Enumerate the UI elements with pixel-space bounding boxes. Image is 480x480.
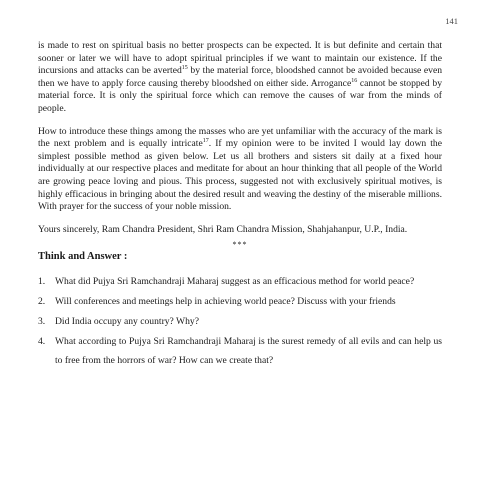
paragraph-2-text-b: . If my opinion were to be invited I would lay down the simplest possible method as given below. Let us all brothers and sisters sit daily at a fixed hour individually at our respective places and meditate for about an hour thinking that all people of the World are growing peace loving and pious. This process, suggested not with exclusively spiritual motives, is highly efficacious in bringing about the desired result and weaving the destiny of the miserable millions. With prayer for the success of your noble mission. bbox=[38, 138, 442, 213]
question-text: What according to Pujya Sri Ramchandraji Maharaj is the surest remedy of all evils and can help us to free from the horrors of war? How can we create that? bbox=[55, 336, 442, 367]
list-item bbox=[38, 332, 442, 370]
paragraph-1-text-c: cannot be stopped by material force. It is only the spiritual force which can remove the causes of war from the minds of people. bbox=[38, 77, 442, 114]
page-number: 141 bbox=[445, 16, 458, 26]
signature-text: Yours sincerely, Ram Chandra President, Shri Ram Chandra Mission, Shahjahanpur, U.P., India. bbox=[38, 223, 408, 235]
signature-paragraph bbox=[38, 224, 442, 237]
question-text: Did India occupy any country? Why? bbox=[55, 316, 199, 328]
list-item bbox=[38, 272, 442, 291]
questions-list bbox=[38, 272, 442, 370]
section-heading: Think and Answer : bbox=[38, 251, 128, 263]
paragraph-2-text-a: How to introduce these things among the masses who are yet unfamiliar with the accuracy of the mark is the next problem and is equally intricate bbox=[38, 125, 442, 150]
list-item bbox=[38, 292, 442, 311]
question-number: 2. bbox=[38, 296, 46, 308]
paragraph-1-text-a: is made to rest on spiritual basis no better prospects can be expected. It is but definite and certain that sooner or later we will have to adopt spiritual principles if we want to maintain our existence. If the incursions and attacks can be averted bbox=[38, 40, 442, 77]
paragraph-1 bbox=[38, 40, 442, 116]
question-number: 4. bbox=[38, 336, 46, 348]
paragraph-2 bbox=[38, 126, 442, 214]
paragraph-1-text-b: by the material force, bloodshed cannot be avoided because even then we have to apply force causing thereby bloodshed on either side. Arrogance bbox=[38, 65, 442, 89]
footnote-ref-16: 16 bbox=[351, 77, 358, 84]
footnote-ref-15: 15 bbox=[181, 65, 188, 71]
page-content bbox=[38, 40, 442, 371]
list-item bbox=[38, 312, 442, 331]
section-separator: *** bbox=[232, 240, 248, 250]
question-number: 1. bbox=[38, 276, 46, 288]
question-text: Will conferences and meetings help in achieving world peace? Discuss with your friends bbox=[55, 296, 396, 308]
question-number: 3. bbox=[38, 316, 46, 328]
question-text: What did Pujya Sri Ramchandraji Maharaj suggest as an efficacious method for world peace? bbox=[55, 276, 415, 288]
footnote-ref-17: 17 bbox=[202, 137, 209, 144]
